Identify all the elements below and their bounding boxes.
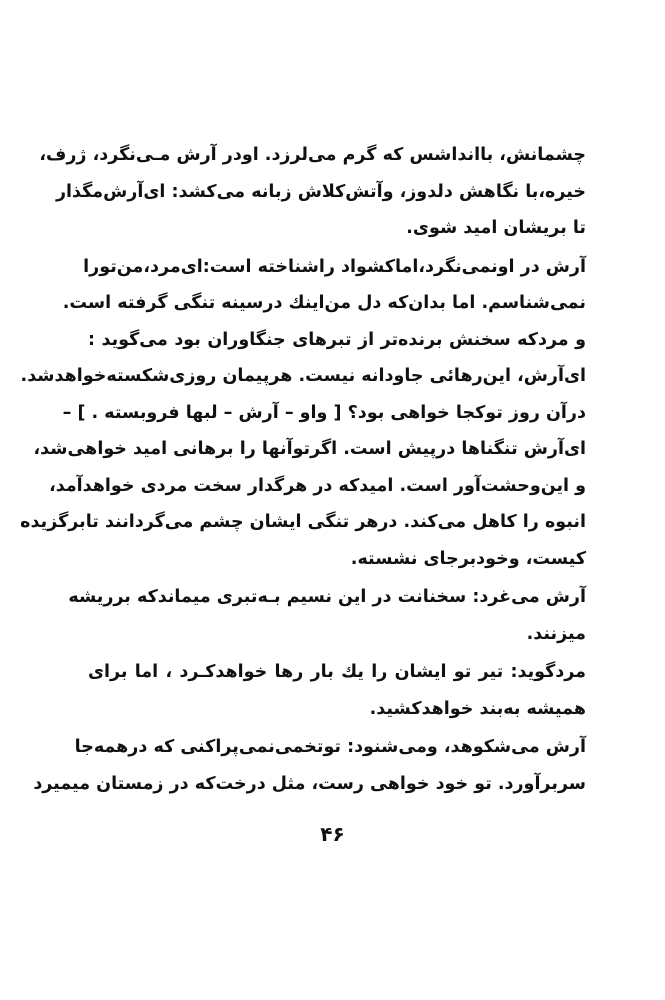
- text-line: سربرآورد. تو خود خواهی رست، مثل درخت‌که در زمستان میمیرد: [33, 773, 586, 794]
- text-line: نمی‌شناسم. اما بدان‌که دل من‌اینك درسینه تنگی گرفته است.: [62, 293, 586, 313]
- text-line: ای‌آرش تنگناها درپیش است. اگرتوآنها را برهانی امید خواهی‌شد،: [33, 439, 586, 459]
- text-line: تا بریشان امید شوی.: [406, 218, 586, 238]
- text-line: چشمانش، باانداشس که گرم می‌لرزد. اودر آرش مـی‌نگرد، ژرف،: [39, 145, 586, 165]
- text-line: انبوه را کاهل می‌کند. درهر تنگی ایشان چشم می‌گردانند تابرگزیده: [20, 512, 586, 532]
- text-line: آرش می‌شکوهد، ومی‌شنود: توتخمی‌نمی‌پراکنی که درهمه‌جا: [74, 737, 586, 757]
- text-line: و مردکه سخنش برنده‌تر از تبرهای جنگاوران بود می‌گوید :: [88, 329, 586, 350]
- text-line: درآن روز توکجا خواهی بود؟ [ واو – آرش – لبها فروبسته . ] –: [62, 402, 586, 423]
- text-line: ای‌آرش، این‌رهائی جاودانه نیست. هرپیمان روزی‌شکسته‌خواهدشد.: [20, 366, 586, 386]
- text-line: مردگوید: تیر تو ایشان را یك بار رها خواهدکـرد ، اما برای: [88, 662, 586, 682]
- text-line: آرش می‌غرد: سخنانت در این نسیم بـه‌تبری میماندکه برریشه: [68, 587, 586, 607]
- text-line: میزنند.: [526, 623, 586, 644]
- text-line: کیست، وخودبرجای نشسته.: [350, 548, 586, 569]
- page-number: ۴۶: [320, 822, 345, 846]
- body-text: [20, 137, 586, 802]
- text-line: خیره،با نگاهش دلدوز، وآتش‌کلاش زبانه می‌کشد: ای‌آرش‌مگذار: [55, 181, 586, 202]
- text-line: آرش در اونمی‌نگرد،اماکشواد راشناخته است:ای‌مرد،من‌تورا: [83, 256, 586, 277]
- text-line: و این‌وحشت‌آور است. امیدکه در هرگدار سخت مردی خواهدآمد،: [49, 475, 586, 496]
- text-line: همیشه به‌بند خواهدکشید.: [369, 698, 586, 719]
